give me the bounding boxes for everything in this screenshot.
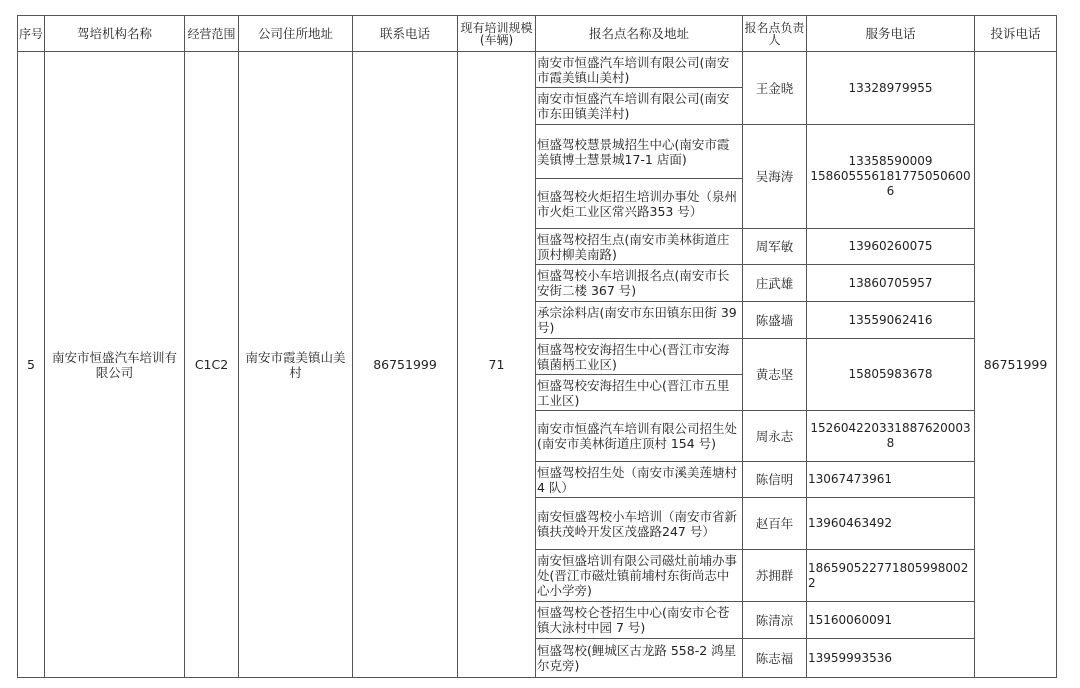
service-phone-number: 13559062416 [848, 312, 933, 327]
signup-point: 恒盛驾校安海招生中心(晋江市安海镇菌柄工业区) [536, 339, 743, 375]
signup-point: 南安市恒盛汽车培训有限公司招生处(南安市美林街道庄顶村 154 号) [536, 411, 743, 462]
service-phone-number: 13067473961 [808, 472, 892, 486]
header-index: 序号 [18, 16, 45, 52]
service-phone-number: 15260422033188762000​38 [810, 421, 971, 450]
service-phone [807, 339, 975, 411]
signup-contact-name: 周永志 [743, 411, 807, 462]
signup-contact-name: 陈盛墙 [743, 302, 807, 339]
service-phone [807, 52, 975, 125]
signup-point: 承宗涂料店(南安市东田镇东田街 39 号) [536, 302, 743, 339]
service-phone-number: 13959993536 [808, 650, 892, 665]
org-address: 南安市霞美镇山美村 [239, 52, 353, 678]
service-phone [807, 125, 975, 229]
signup-contact-name: 陈志福 [743, 639, 807, 678]
org-scale: 71 [458, 52, 536, 678]
service-phone [807, 602, 975, 639]
org-index: 5 [18, 52, 45, 678]
signup-contact-name: 苏拥群 [743, 550, 807, 602]
service-phone [807, 411, 975, 462]
service-phone [807, 302, 975, 339]
service-phone-number: 13960463492 [808, 516, 892, 530]
org-name: 南安市恒盛汽车培训有限公司 [45, 52, 185, 678]
service-phone [807, 550, 975, 602]
header-org-name: 驾培机构名称 [45, 16, 185, 52]
service-phone-number: 15160060091 [808, 612, 892, 627]
org-scope: C1C2 [185, 52, 239, 678]
signup-point: 恒盛驾校小车培训报名点(南安市长安街二楼 367 号) [536, 265, 743, 302]
signup-contact-name: 周军敏 [743, 229, 807, 265]
service-phone-number: 13860705957 [848, 275, 933, 290]
header-scale: 现有培训规模(车辆) [458, 16, 536, 52]
signup-contact-name: 吴海涛 [743, 125, 807, 229]
header-signup-point: 报名点名称及地址 [536, 16, 743, 52]
header-complaint-phone: 投诉电话 [975, 16, 1057, 52]
table-row [18, 52, 1057, 88]
service-phone [807, 498, 975, 550]
header-address: 公司住所地址 [239, 16, 353, 52]
org-contact-phone: 86751999 [353, 52, 458, 678]
service-phone-number-2: 15860555618177505060​06 [810, 169, 971, 198]
service-phone [807, 462, 975, 498]
service-phone [807, 229, 975, 265]
signup-point: 恒盛驾校招生处（南安市溪美莲塘村 4 队） [536, 462, 743, 498]
signup-point: 恒盛驾校仑苍招生中心(南安市仑苍镇大泳村中园 7 号) [536, 602, 743, 639]
service-phone-number: 15805983678 [848, 367, 933, 381]
header-service-phone: 服务电话 [807, 16, 975, 52]
service-phone-number: 13960260075 [848, 239, 933, 253]
signup-point: 恒盛驾校(鲤城区古龙路 558-2 鸿星尔克旁) [536, 639, 743, 678]
signup-contact-name: 黄志坚 [743, 339, 807, 411]
driving-school-table [17, 15, 1057, 678]
signup-point: 南安市恒盛汽车培训有限公司(南安市东田镇美洋村) [536, 88, 743, 125]
signup-contact-name: 庄武雄 [743, 265, 807, 302]
signup-point: 恒盛驾校慧景城招生中心(南安市霞美镇博士慧景城17-1 店面) [536, 125, 743, 179]
signup-point: 南安市恒盛汽车培训有限公司(南安市霞美镇山美村) [536, 52, 743, 88]
signup-point: 恒盛驾校安海招生中心(晋江市五里工业区) [536, 375, 743, 411]
service-phone [807, 639, 975, 678]
signup-point: 恒盛驾校火炬招生培训办事处（泉州市火炬工业区常兴路353 号） [536, 179, 743, 229]
signup-point: 恒盛驾校招生点(南安市美林街道庄顶村柳美南路) [536, 229, 743, 265]
service-phone-number: 18659052277180599800​22 [808, 560, 969, 590]
header-scope: 经营范围 [185, 16, 239, 52]
signup-contact-name: 王金晓 [743, 52, 807, 125]
signup-contact-name: 陈信明 [743, 462, 807, 498]
service-phone [807, 265, 975, 302]
signup-point: 南安恒盛驾校小车培训（南安市省新镇扶茂岭开发区茂盛路247 号） [536, 498, 743, 550]
header-contact-phone: 联系电话 [353, 16, 458, 52]
header-row [18, 16, 1057, 52]
complaint-phone: 86751999 [975, 52, 1057, 678]
service-phone-number: 13328979955 [848, 80, 933, 95]
signup-point: 南安恒盛培训有限公司磁灶前埔办事处(晋江市磁灶镇前埔村东街尚志中心小学旁) [536, 550, 743, 602]
service-phone-number: 13358590009 [848, 154, 933, 168]
signup-contact-name: 赵百年 [743, 498, 807, 550]
signup-contact-name: 陈清凉 [743, 602, 807, 639]
header-signup-contact: 报名点负责人 [743, 16, 807, 52]
